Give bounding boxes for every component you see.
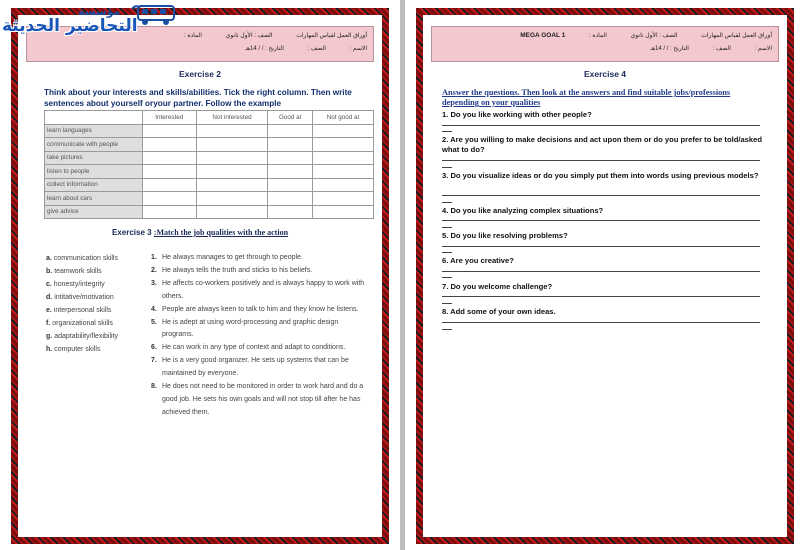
question-7: 7. Do you welcome challenge?: [442, 282, 553, 291]
tick-cell[interactable]: [268, 205, 313, 219]
question-8: 8. Add some of your own ideas.: [442, 307, 556, 316]
header-date-label: التاريخ : / / 14هـ: [245, 46, 284, 52]
table-row: [45, 151, 374, 165]
job-qualities-list: [151, 252, 371, 420]
header-name-label: الاسم :: [754, 46, 772, 52]
tick-cell[interactable]: [312, 124, 373, 138]
list-item: f. organizational skills: [46, 320, 113, 327]
header-class-label: الصف :: [307, 46, 326, 52]
answer-line[interactable]: [442, 125, 760, 126]
exercise-3-title-tail: :Match the job qualities with the action: [153, 228, 289, 237]
exercise-3-title-head: Exercise 3: [111, 228, 152, 237]
list-item: b. teamwork skills: [46, 268, 102, 275]
tick-cell[interactable]: [143, 124, 197, 138]
answer-line-stub: [442, 329, 452, 330]
header-worksheets-label: أوراق العمل لقياس المهارات: [296, 33, 367, 39]
logo-main-text: التحاضير الحديثة: [2, 16, 138, 36]
header-subject-label: المادة :: [589, 33, 607, 39]
row-label: collect information: [45, 178, 143, 192]
tick-cell[interactable]: [196, 192, 268, 206]
tick-cell[interactable]: [268, 138, 313, 152]
question-4: 4. Do you like analyzing complex situations?: [442, 206, 604, 215]
header-worksheets-label: أوراق العمل لقياس المهارات: [701, 33, 772, 39]
list-item: c. honesty/integrity: [46, 281, 105, 288]
worksheet-header: [431, 26, 779, 62]
answer-line-stub: [442, 131, 452, 132]
list-item: 8. He does not need to be monitored in order to work hard and do a good job. He sets his own goals and will not stop till after he has achieved them.: [151, 383, 364, 416]
row-label: take pictures: [45, 151, 143, 165]
tick-cell[interactable]: [143, 205, 197, 219]
header-name-label: الاسم :: [349, 46, 367, 52]
list-item: 1. He always manages to get through to people.: [151, 254, 303, 261]
logo-top-text: مؤسسة: [78, 5, 121, 18]
header-grade-label: الصف : الأول ثانوي: [225, 33, 273, 39]
answer-line[interactable]: [442, 246, 760, 247]
question-2: 2. Are you willing to make decisions and act upon them or do you prefer to be told/asked what to do?: [442, 135, 762, 154]
tick-cell[interactable]: [196, 138, 268, 152]
column-header-interested: Interested: [143, 111, 197, 125]
answer-line[interactable]: [442, 271, 760, 272]
exercise-2-instructions: Think about your interests and skills/abilities. Tick the right column. Then write sentences about yourself oryour partner. Follow the example: [44, 88, 352, 108]
answer-line-stub: [442, 167, 452, 168]
tick-cell[interactable]: [196, 205, 268, 219]
header-subject-label: المادة :: [184, 33, 202, 39]
list-item: 6. He can work in any type of context and adapt to conditions.: [151, 344, 346, 352]
tick-cell[interactable]: [312, 178, 373, 192]
header-date-label: التاريخ : / / 14هـ: [650, 46, 689, 52]
list-item: e. interpersonal skills: [46, 307, 112, 314]
exercise-2-title: Exercise 2: [178, 69, 222, 79]
answer-line[interactable]: [442, 322, 760, 323]
answer-line-stub: [442, 303, 452, 304]
row-label: learn languages: [45, 124, 143, 138]
tick-cell[interactable]: [268, 165, 313, 179]
table-row: [45, 192, 374, 206]
bus-logo-icon: [130, 3, 178, 27]
answer-line-stub: [442, 252, 452, 253]
tick-cell[interactable]: [312, 205, 373, 219]
table-row: [45, 165, 374, 179]
column-header-not-good-at: Not good at: [312, 111, 373, 125]
tick-cell[interactable]: [268, 192, 313, 206]
worksheet-page-right: [405, 0, 805, 550]
tick-cell[interactable]: [268, 178, 313, 192]
exercise-3-title: [0, 228, 400, 237]
tick-cell[interactable]: [268, 124, 313, 138]
list-item: 2. He always tells the truth and sticks to his beliefs.: [151, 266, 313, 274]
tick-cell[interactable]: [312, 192, 373, 206]
tick-cell[interactable]: [143, 151, 197, 165]
list-item: 4. People are always keen to talk to him and they know he listens.: [151, 305, 359, 313]
question-3: 3. Do you visualize ideas or do you simply put them into words using previous models?: [442, 171, 759, 180]
question-6: 6. Are you creative?: [442, 256, 514, 265]
answer-line[interactable]: [442, 220, 760, 221]
answer-line-stub: [442, 277, 452, 278]
tick-cell[interactable]: [196, 165, 268, 179]
tick-cell[interactable]: [143, 165, 197, 179]
answer-line[interactable]: [442, 296, 760, 297]
tick-cell[interactable]: [143, 192, 197, 206]
tick-cell[interactable]: [143, 178, 197, 192]
list-item: 7. He is a very good organizer. He sets up systems that can be maintained by everyone.: [151, 357, 349, 378]
question-5: 5. Do you like resolving problems?: [442, 231, 568, 240]
publisher-logo: [0, 0, 182, 42]
answer-line[interactable]: [442, 195, 760, 196]
table-corner-cell: [45, 111, 143, 125]
row-label: communicate with people: [45, 138, 143, 152]
answer-line[interactable]: [442, 160, 760, 161]
header-grade-label: الصف : الأول ثانوي: [630, 33, 678, 39]
tick-cell[interactable]: [312, 151, 373, 165]
tick-cell[interactable]: [312, 165, 373, 179]
answer-line-stub: [442, 202, 452, 203]
tick-cell[interactable]: [268, 151, 313, 165]
header-course-name: MEGA GOAL 1: [520, 32, 566, 39]
job-skills-list: [46, 252, 118, 356]
row-label: learn about cars: [45, 192, 143, 206]
list-item: g. adaptability/flexibility: [46, 333, 118, 340]
column-header-not-interested: Not interested: [196, 111, 268, 125]
list-item: h. computer skills: [46, 346, 101, 353]
tick-cell[interactable]: [143, 138, 197, 152]
exercise-4-title: Exercise 4: [583, 69, 627, 79]
row-label: listen to people: [45, 165, 143, 179]
list-item: 3. He affects co-workers positively and is always happy to work with others.: [151, 279, 365, 300]
tick-cell[interactable]: [312, 138, 373, 152]
table-row: [45, 178, 374, 192]
answer-line-stub: [442, 227, 452, 228]
row-label: give advice: [45, 205, 143, 219]
tick-cell[interactable]: [196, 178, 268, 192]
header-class-label: الصف :: [712, 46, 731, 52]
tick-cell[interactable]: [196, 151, 268, 165]
question-1: 1. Do you like working with other people?: [442, 110, 592, 119]
list-item: a. communication skills: [46, 255, 118, 262]
interests-skills-table: [44, 110, 374, 219]
exercise-4-instructions: Answer the questions. Then look at the answers and find suitable jobs/professions depending on your qualities: [442, 88, 731, 107]
table-row: [45, 205, 374, 219]
list-item: 5. He is adept at using word-processing and graphic design programs.: [151, 318, 339, 339]
tick-cell[interactable]: [196, 124, 268, 138]
column-header-good-at: Good at: [268, 111, 313, 125]
worksheet-page-left: [0, 0, 400, 550]
table-row: [45, 124, 374, 138]
table-row: [45, 138, 374, 152]
list-item: d. intitative/motivation: [46, 294, 114, 301]
